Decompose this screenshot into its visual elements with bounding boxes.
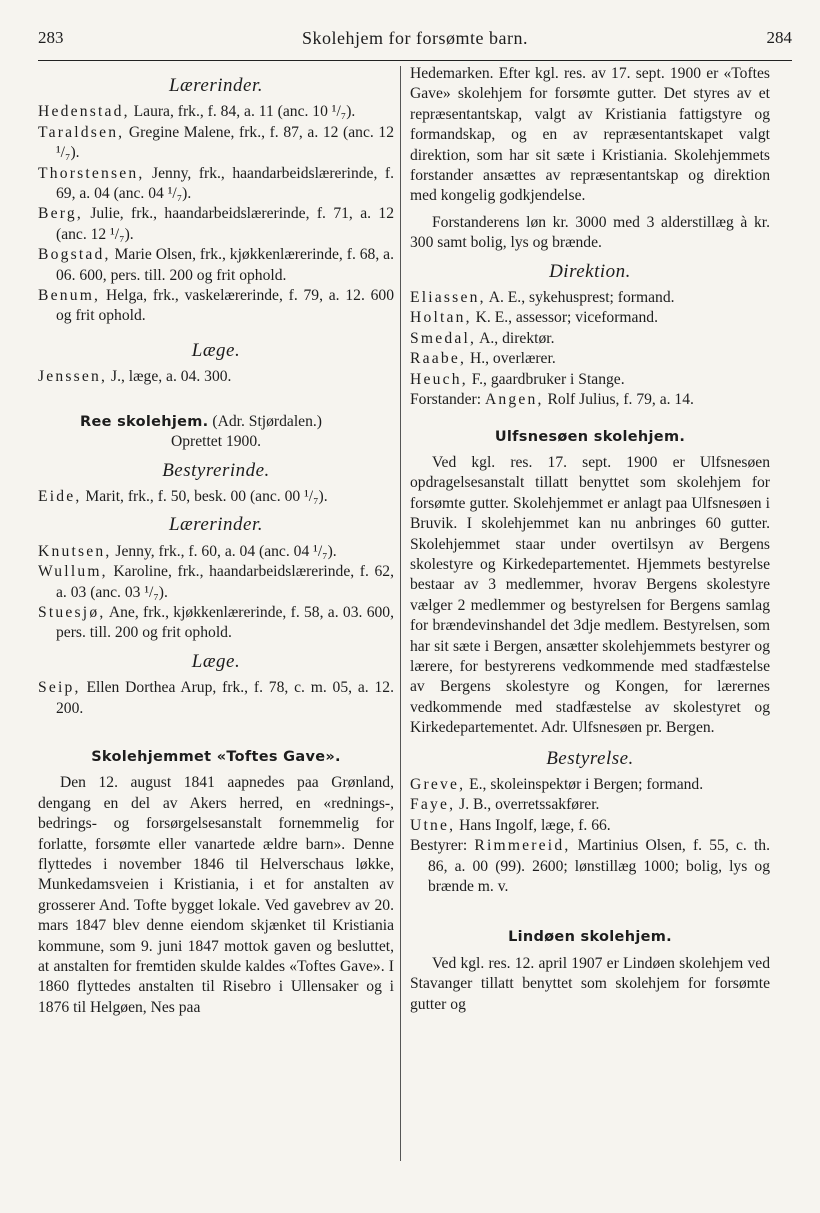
entry: [38, 164, 394, 205]
entry: [410, 349, 770, 369]
body-paragraph: Ved kgl. res. 17. sept. 1900 er Ulfsnesøen opdragelsesanstalt tillatt benyttet som skolehjem for forsømte gutter. Skolehjemmet er anlagt paa Ulfsnesøen i Bruvik. I skolehjemmet kan nu anbringes 60 gutter. Skolehjemmet staar under overtilsyn av Bergens skolestyre og Kirkedepartementet. Hjemmets bestyrelse bestaar av 3 medlemmer, hvorav Bergens skolestyre vælger 2 medlemmer og bestyrelsen for Bergens samlag for brændevinshandel det 3dje medlem. Bestyrelsen, som har sit sæte i Bergen, ansætter skolehjemmets bestyrer og lærere, for bestyrerens vedkommende med stadfæstelse av Bergens skolestyre og Kongen, for lærernes vedkommende med stadfæstelse av skolestyret og Kirkedepartementet. Adr. Ulfsnesøen pr. Bergen.: [410, 453, 770, 737]
entry-name: Seip,: [38, 679, 81, 697]
entry: [38, 542, 394, 562]
entry-text: Karoline, frk., haandarbeidslærerinde, f. 62, a. 03 (anc. 03 ¹/₇).: [56, 563, 394, 601]
entry-name: Eide,: [38, 487, 82, 505]
entry-text: H., overlærer.: [469, 350, 556, 368]
entry: [410, 816, 770, 836]
entry-name: Knutsen,: [38, 542, 112, 560]
section-heading: Direktion.: [549, 260, 631, 282]
section-heading: Bestyrelse.: [546, 747, 634, 769]
entry: [410, 308, 770, 328]
entry: [38, 245, 394, 286]
entry-name: Raabe,: [410, 350, 467, 368]
entry-name: Taraldsen,: [38, 123, 125, 141]
entry-text: E., skoleinspektør i Bergen; formand.: [469, 776, 704, 793]
entry-name: Angen,: [484, 391, 544, 409]
entry: [38, 204, 394, 245]
page-number-left: 283: [38, 28, 64, 47]
column-divider: [400, 66, 401, 1161]
body-paragraph: Ved kgl. res. 12. april 1907 er Lindøen skolehjem ved Stavanger tillatt benyttet som skolehjem for forsømte gutter og: [410, 954, 770, 1013]
section-heading: Lærerinder.: [168, 75, 263, 96]
left-column: [38, 64, 394, 1018]
entry-text: Hans Ingolf, læge, f. 66.: [459, 816, 611, 834]
entry-name: Eliassen,: [410, 289, 486, 307]
entry-name: Hedenstad,: [38, 103, 130, 121]
entry: [38, 123, 394, 164]
entry-name: Heuch,: [410, 370, 468, 388]
entry: [410, 370, 770, 390]
entry-name: Berg,: [38, 205, 83, 223]
body-paragraph: Den 12. august 1841 aapnedes paa Grønland, dengang en del av Akers herred, en «rednings-, bedrings- og forsørgelsesanstalt fornemmelig for forlatte, forsømte eller vanartede ældre barn». Denne flyttedes i november 1846 til Helverschaus løkke, Munkedamsveien i Kristiania, i et for anstalten av grosserer And. Tofte bygget lokale. Ved gavebrev av 20. mars 1847 blev denne eiendom skjænket til Kristiania kommune, som 9. juni 1847 mottok gaven og besluttet, at anstalten for fremtiden skulde kaldes «Toftes Gave». I 1860 flyttedes anstalten til Risebro i Ullensaker og i 1876 til Helgøen, Nes paa: [38, 774, 394, 1016]
entry-name: Utne,: [410, 816, 456, 834]
section-heading: Læge.: [191, 339, 241, 361]
entry-text: Ellen Dorthea Arup, frk., f. 78, c. m. 05, a. 12. 200.: [56, 679, 394, 717]
entry: [38, 562, 394, 603]
entry-text: Rolf Julius, f. 79, a. 14.: [547, 391, 694, 409]
entry-name: Wullum,: [38, 563, 108, 581]
header-rule: [38, 60, 792, 61]
entry-label: Forstander:: [410, 391, 482, 409]
institution-address: (Adr. Stjørdalen.): [212, 412, 322, 430]
entry-label: Bestyrer:: [410, 837, 468, 855]
page-header: [38, 28, 792, 56]
entry-text: Helga, frk., vaskelærerinde, f. 79, a. 12. 600 og frit ophold.: [56, 287, 394, 325]
entry-text: Julie, frk., haandarbeidslærerinde, f. 71, a. 12 (anc. 12 ¹/₇).: [56, 205, 394, 243]
entry: [38, 487, 394, 507]
entry-name: Thorstensen,: [38, 164, 145, 182]
entry-name: Bogstad,: [38, 246, 111, 264]
institution-heading: [38, 412, 394, 432]
entry-text: F., gaardbruker i Stange.: [471, 370, 625, 388]
entry-name: Holtan,: [410, 309, 472, 327]
entry: [410, 390, 770, 410]
entry: [410, 775, 770, 795]
entry: [38, 603, 394, 644]
entry-text: Laura, frk., f. 84, a. 11 (anc. 10 ¹/₇).: [133, 103, 356, 121]
institution-title: Ulfsnesøen skolehjem.: [494, 428, 686, 445]
founded-note: Oprettet 1900.: [170, 433, 262, 451]
entry: [38, 102, 394, 122]
entry-text: Gregine Malene, frk., f. 87, a. 12 (anc. 12 ¹/₇).: [56, 123, 394, 162]
entry-name: Rimmereid,: [474, 837, 571, 855]
entry-name: Faye,: [410, 796, 456, 814]
entry-text: J., læge, a. 04. 300.: [111, 368, 232, 386]
entry-name: Greve,: [410, 776, 466, 793]
entry-name: Stuesjø,: [38, 603, 106, 621]
section-heading: Lærerinder.: [168, 514, 263, 536]
entry-text: Jenny, frk., haandarbeidslærerinde, f. 69, a. 04 (anc. 04 ¹/₇).: [56, 164, 394, 203]
entry-text: A., direktør.: [479, 329, 555, 347]
entry-name: Benum,: [38, 287, 101, 305]
entry-text: J. B., overretssakfører.: [459, 796, 600, 814]
entry-text: K. E., assessor; viceformand.: [475, 309, 658, 327]
entry: [38, 286, 394, 327]
entry: [38, 678, 394, 719]
institution-title: Ree skolehjem.: [80, 413, 209, 430]
page-number-right: 284: [766, 28, 792, 47]
entry-text: Martinius Olsen, f. 55, c. th. 86, a. 00 (99). 2600; lønstillæg 1000; bolig, lys og brænde m. v.: [428, 837, 770, 896]
entry: [410, 288, 770, 308]
right-column: [410, 64, 770, 1015]
body-paragraph: Forstanderens løn kr. 3000 med 3 alderstillæg à kr. 300 samt bolig, lys og brænde.: [410, 213, 770, 252]
section-heading: Læge.: [191, 650, 241, 672]
entry: [410, 329, 770, 349]
entry-name: Jenssen,: [38, 368, 108, 386]
entry-text: Jenny, frk., f. 60, a. 04 (anc. 04 ¹/₇).: [115, 542, 337, 560]
entry: [410, 795, 770, 815]
entry-text: A. E., sykehusprest; formand.: [488, 289, 675, 307]
institution-title: Lindøen skolehjem.: [508, 929, 672, 946]
running-title: Skolehjem for forsømte barn.: [302, 28, 528, 48]
entry-text: Marie Olsen, frk., kjøkkenlærerinde, f. 68, a. 06. 600, pers. till. 200 og frit ophold.: [56, 246, 394, 284]
entry: [410, 836, 770, 897]
entry-text: Ane, frk., kjøkkenlærerinde, f. 58, a. 03. 600, pers. till. 200 og frit ophold.: [56, 603, 394, 642]
entry-text: Marit, frk., f. 50, besk. 00 (anc. 00 ¹/₇).: [85, 487, 328, 505]
entry: [38, 367, 394, 387]
institution-title: Skolehjemmet «Toftes Gave».: [91, 748, 341, 765]
section-heading: Bestyrerinde.: [162, 459, 270, 481]
entry-name: Smedal,: [410, 329, 477, 347]
body-paragraph: Hedemarken. Efter kgl. res. av 17. sept. 1900 er «Toftes Gave» skolehjem for forsømte gutter. Det styres av et repræsentantskap, valgt av Kristiania fattigstyre og formandskap, og en av repræsentantskapet valgt direktion, som har sit sæte i Kristiania. Skolehjemmets forstander ansættes av repræsentantskap og direktion med kongelig godkjendelse.: [410, 65, 770, 205]
